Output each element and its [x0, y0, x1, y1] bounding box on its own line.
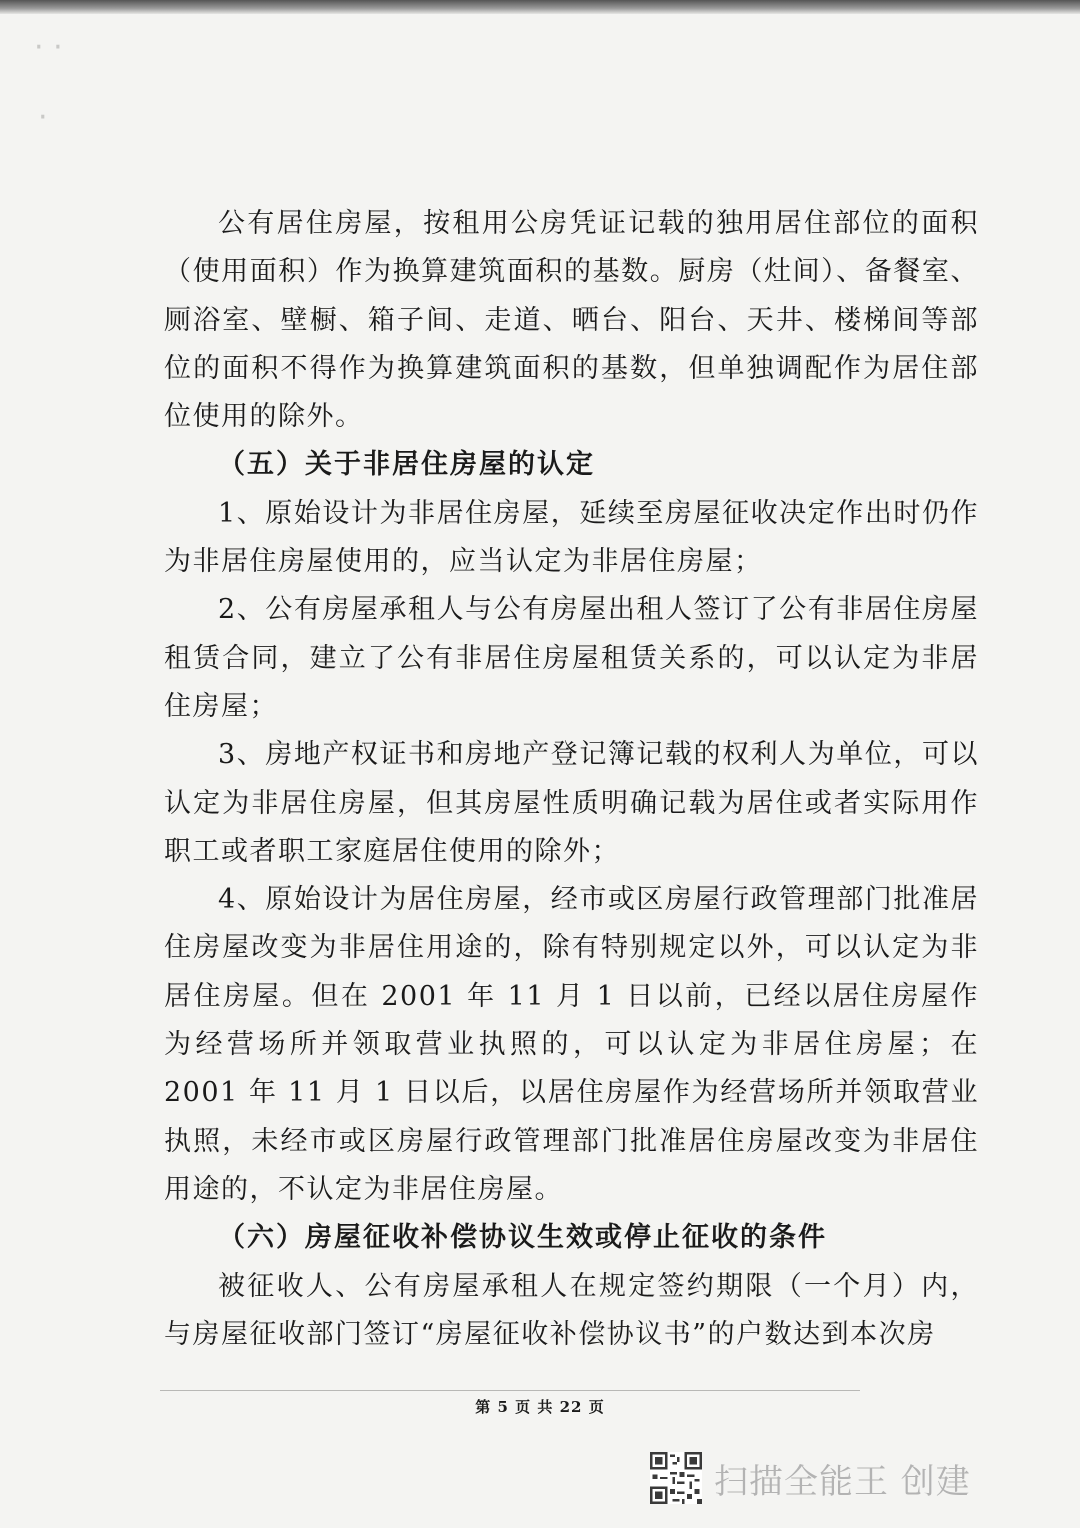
- paragraph: 3、房地产权证书和房地产登记簿记载的权利人为单位，可以认定为非居住房屋，但其房屋性质明确记载为居住或者实际用作职工或者职工家庭居住使用的除外；: [164, 739, 979, 867]
- section-heading: （五）关于非居住房屋的认定: [218, 449, 595, 481]
- footer-rule: [160, 1390, 860, 1391]
- section-heading: （六）房屋征收补偿协议生效或停止征收的条件: [218, 1222, 827, 1254]
- scanner-watermark: [650, 1448, 971, 1508]
- document-body: [164, 200, 979, 1359]
- margin-smudge: ·: [38, 100, 48, 135]
- watermark-text: 扫描全能王 创建: [714, 1461, 971, 1502]
- paragraph: 2、公有房屋承租人与公有房屋出租人签订了公有非居住房屋租赁合同，建立了公有非居住房屋租赁关系的，可以认定为非居住房屋；: [164, 594, 979, 722]
- scan-top-edge: [0, 0, 1080, 14]
- paragraph: 1、原始设计为非居住房屋，延续至房屋征收决定作出时仍作为非居住房屋使用的，应当认定为非居住房屋；: [164, 497, 979, 578]
- paragraph: 被征收人、公有房屋承租人在规定签约期限（一个月）内，与房屋征收部门签订“房屋征收补偿协议书”的户数达到本次房: [164, 1270, 979, 1350]
- paragraph: 4、原始设计为居住房屋，经市或区房屋行政管理部门批准居住房屋改变为非居住用途的，除有特别规定以外，可以认定为非居住房屋。但在 2001 年 11 月 1 日以前，已经以居住房屋作为经营场所并领取营业执照的，可以认定为非居住房屋；在 2001 年 11 月 1 日以后，以居住房屋作为经营场所并领取营业执照，未经市或区房屋行政管理部门批准居住房屋改变为非居住用途的，不认定为非居住房屋。: [164, 884, 979, 1205]
- paragraph: 公有居住房屋，按租用公房凭证记载的独用居住部位的面积（使用面积）作为换算建筑面积的基数。厨房（灶间）、备餐室、厕浴室、壁橱、箱子间、走道、晒台、阳台、天井、楼梯间等部位的面积不得作为换算建筑面积的基数，但单独调配作为居住部位使用的除外。: [164, 208, 979, 433]
- qr-code-icon: [650, 1452, 702, 1504]
- page-number: 第 5 页 共 22 页: [475, 1398, 605, 1416]
- margin-smudge: · ·: [34, 30, 63, 65]
